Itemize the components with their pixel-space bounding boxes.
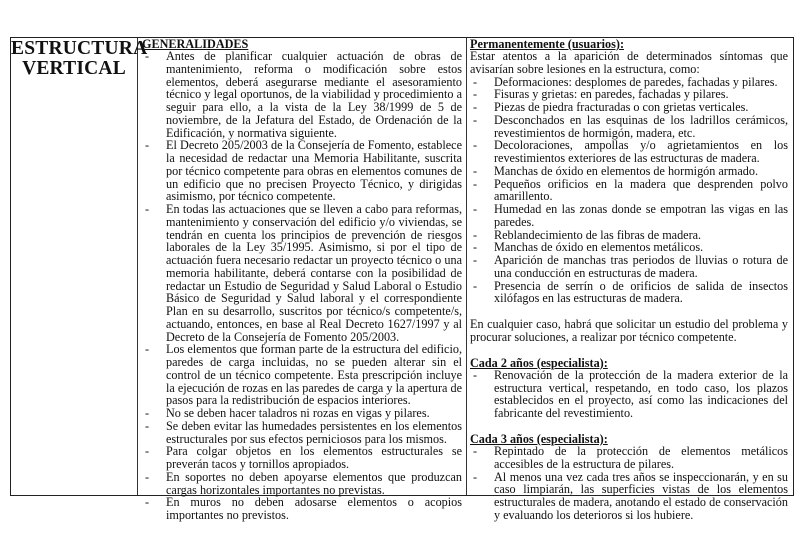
list-item: - Repintado de la protección de elementos metálicos accesibles de la estructura de pilares. [470, 445, 788, 471]
list-item: - En muros no deben adosarse elementos o acopios importantes no previstos. [142, 496, 462, 522]
permanente-list [470, 76, 788, 306]
row-title-cell [11, 38, 148, 495]
maintenance-table [10, 37, 794, 523]
permanente-intro: Estar atentos a la aparición de determinados síntomas que avisarían sobre lesiones en la estructura, como: [470, 49, 788, 76]
list-item: - Los elementos que forman parte de la estructura del edificio, paredes de carga incluidas, no se pueden alterar sin el control de un técnico competente. Esta prescripción incluye la ejecución de rozas en las paredes de carga y la apertura de pasos para la redistribución de espacios interiores. [142, 343, 462, 407]
list-item: - Piezas de piedra fracturadas o con grietas verticales. [470, 101, 788, 114]
list-item: - Presencia de serrín o de orificios de salida de insectos xilófagos en las estructuras de madera. [470, 280, 788, 306]
list-item: - Reblandecimiento de las fibras de madera. [470, 229, 788, 242]
cada3-list [470, 445, 788, 522]
row-title-line-1: ESTRUCTURA [11, 38, 148, 59]
list-item: - Desconchados en las esquinas de los ladrillos cerámicos, revestimientos de hormigón, madera, etc. [470, 114, 788, 140]
list-item: - Para colgar objetos en los elementos estructurales se preverán tacos y tornillos apropiados. [142, 445, 462, 471]
list-item: - Renovación de la protección de la madera exterior de la estructura vertical, respetando, en todo caso, los plazos establecidos en el proyecto, así como las indicaciones del fabricante del revestimiento. [470, 369, 788, 420]
list-item: - Antes de planificar cualquier actuación de obras de mantenimiento, reforma o modificación sobre estos elementos, deberá asegurarse mediante el asesoramiento técnico y legal oportunos, de la viabilidad y procedimiento a seguir para ello, a la vista de la Ley 38/1999 de 5 de noviembre, de la Jefatura del Estado, de Ordenación de la Edificación, y normativa siguiente. [142, 50, 462, 139]
spacer [470, 420, 788, 433]
list-item: - Fisuras y grietas: en paredes, fachadas y pilares. [470, 88, 788, 101]
list-item: - El Decreto 205/2003 de la Consejería de Fomento, establece la necesidad de redactar una Memoria Habilitante, suscrita por técnico competente para obras en elementos comunes de un edificio que no precisen Proyecto Técnico, y dirigidas asimismo, por técnico competente. [142, 139, 462, 203]
list-item: - Al menos una vez cada tres años se inspeccionarán, y en su caso limpiarán, las superficies vistas de los elementos estructurales de madera, anotando el estado de conservación y evaluando los deterioros si los hubiere. [470, 471, 788, 522]
spacer [470, 344, 788, 357]
list-item: - Manchas de óxido en elementos metálicos. [470, 241, 788, 254]
permanente-closing: En cualquier caso, habrá que solicitar un estudio del problema y procurar soluciones, a realizar por técnico competente. [470, 317, 788, 344]
generalidades-heading: GENERALIDADES [142, 37, 249, 51]
row-title-line-2: VERTICAL [22, 58, 126, 79]
list-item: - Pequeños orificios en la madera que desprenden polvo amarillento. [470, 178, 788, 204]
cada3-heading: Cada 3 años (especialista): [470, 431, 608, 446]
cada2-heading: Cada 2 años (especialista): [470, 355, 608, 370]
generalidades-list [142, 50, 462, 522]
list-item: - Humedad en las zonas donde se empotran las vigas en las paredes. [470, 203, 788, 229]
list-item: - Deformaciones: desplomes de paredes, fachadas y pilares. [470, 76, 788, 89]
generalidades-cell [138, 37, 467, 523]
list-item: - Se deben evitar las humedades persistentes en los elementos estructurales por sus efectos perniciosos para los mismos. [142, 420, 462, 446]
list-item: - En soportes no deben apoyarse elementos que produzcan cargas horizontales importantes no previstas. [142, 471, 462, 497]
list-item: - Aparición de manchas tras periodos de lluvias o rotura de una conducción en estructuras de madera. [470, 254, 788, 280]
list-item: - No se deben hacer taladros ni rozas en vigas y pilares. [142, 407, 462, 420]
permanente-heading: Permanentemente (usuarios): [470, 37, 624, 51]
cada2-list [470, 369, 788, 420]
list-item: - Decoloraciones, ampollas y/o agrietamientos en los revestimientos exteriores de las estructuras de madera. [470, 139, 788, 165]
maintenance-schedule-cell [467, 37, 793, 522]
list-item: - Manchas de óxido en elementos de hormigón armado. [470, 165, 788, 178]
list-item: - En todas las actuaciones que se lleven a cabo para reformas, mantenimiento y conservación del edificio y/o viviendas, se tendrán en cuenta los principios de prevención de riesgos laborales de la Ley 35/1995. Asimismo, si por el tipo de actuación fuera necesario redactar un proyecto técnico o una memoria habilitante, deberá contarse con la posibilidad de redactar un Estudio de Seguridad y Salud Laboral o Estudio Básico de Seguridad y Salud laboral y el correspondiente Plan en su desarrollo, suscritos por técnico/s competente/s, actuando, entonces, en base al Real Decreto 1627/1997 y al Decreto de la Consejería de Fomento 205/2003. [142, 203, 462, 343]
